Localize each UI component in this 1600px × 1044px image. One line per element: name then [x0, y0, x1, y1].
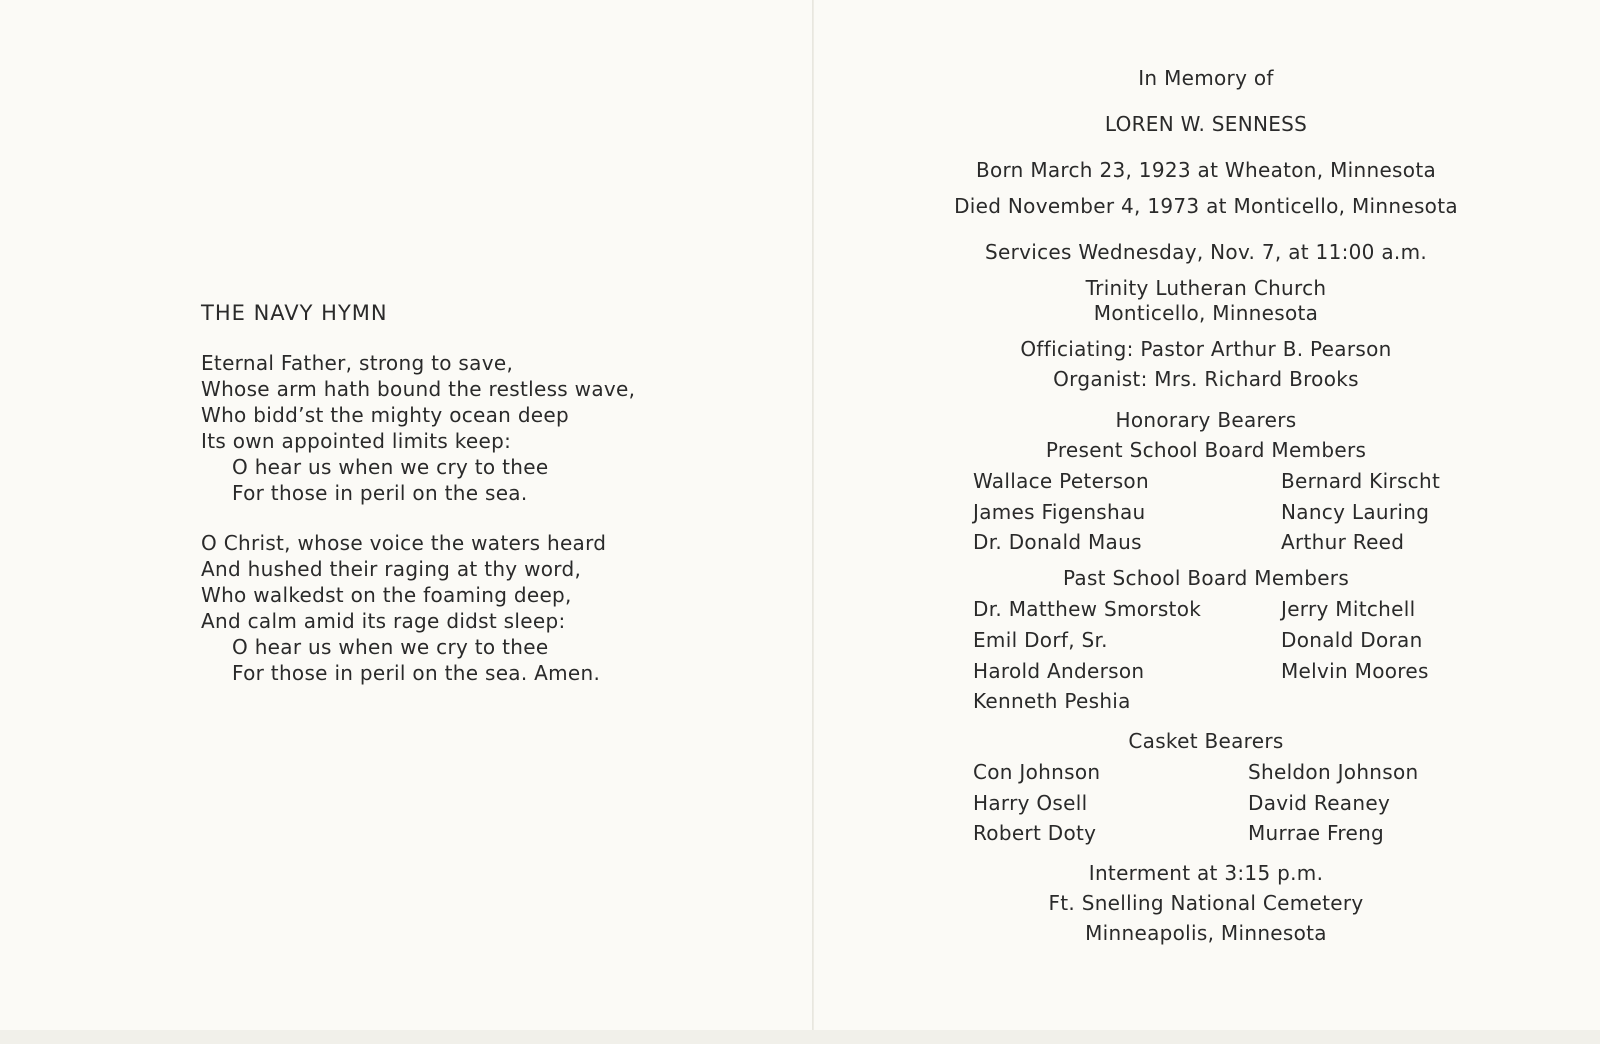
bearer-name: Harold Anderson	[973, 659, 1145, 683]
hymn-refrain-line: For those in peril on the sea. Amen.	[232, 661, 601, 685]
casket-bearer-name: Harry Osell	[973, 791, 1088, 815]
honorary-bearers-heading: Honorary Bearers	[1115, 408, 1297, 432]
bearer-name: Wallace Peterson	[973, 469, 1149, 493]
casket-bearer-name: Murrae Freng	[1248, 821, 1385, 845]
casket-bearer-name: David Reaney	[1248, 791, 1391, 815]
casket-bearer-name: Robert Doty	[973, 821, 1097, 845]
church-name: Trinity Lutheran Church	[1085, 276, 1327, 300]
services-line: Services Wednesday, Nov. 7, at 11:00 a.m.	[984, 240, 1428, 264]
casket-bearer-name: Sheldon Johnson	[1248, 760, 1419, 784]
officiating-line: Officiating: Pastor Arthur B. Pearson	[1020, 337, 1392, 361]
casket-bearers-heading: Casket Bearers	[1128, 729, 1284, 753]
past-board-heading: Past School Board Members	[1062, 566, 1350, 590]
bearer-name: Melvin Moores	[1281, 659, 1429, 683]
cemetery-name: Ft. Snelling National Cemetery	[1048, 891, 1364, 915]
bearer-name: Jerry Mitchell	[1281, 597, 1416, 621]
center-fold	[812, 0, 814, 1044]
bearer-name: Dr. Matthew Smorstok	[973, 597, 1202, 621]
hymn-refrain-line: O hear us when we cry to thee	[232, 455, 549, 479]
present-board-heading: Present School Board Members	[1045, 438, 1367, 462]
birth-line: Born March 23, 1923 at Wheaton, Minnesota	[975, 158, 1437, 182]
hymn-refrain-line: For those in peril on the sea.	[232, 481, 528, 505]
deceased-name: LOREN W. SENNESS	[1104, 112, 1308, 136]
bearer-name: James Figenshau	[973, 500, 1146, 524]
bearer-name: Kenneth Peshia	[973, 689, 1131, 713]
hymn-stanza-1	[201, 350, 761, 506]
cemetery-city: Minneapolis, Minnesota	[1085, 921, 1327, 945]
hymn-line: And calm amid its rage didst sleep:	[201, 609, 566, 633]
hymn-stanza-2	[201, 530, 761, 686]
bearer-name: Arthur Reed	[1281, 530, 1405, 554]
death-line: Died November 4, 1973 at Monticello, Minnesota	[954, 194, 1458, 218]
bearer-name: Dr. Donald Maus	[973, 530, 1142, 554]
bearer-name: Nancy Lauring	[1281, 500, 1430, 524]
hymn-line: Whose arm hath bound the restless wave,	[201, 377, 636, 401]
bearer-name: Emil Dorf, Sr.	[973, 628, 1108, 652]
hymn-line: Who walkedst on the foaming deep,	[201, 583, 572, 607]
hymn-line: O Christ, whose voice the waters heard	[201, 531, 607, 555]
hymn-line: Who bidd’st the mighty ocean deep	[201, 403, 570, 427]
interment-time: Interment at 3:15 p.m.	[1088, 861, 1324, 885]
church-city: Monticello, Minnesota	[1093, 301, 1319, 325]
navy-hymn	[201, 300, 761, 710]
bearer-name: Donald Doran	[1281, 628, 1423, 652]
bearer-name: Bernard Kirscht	[1281, 469, 1441, 493]
hymn-line: And hushed their raging at thy word,	[201, 557, 582, 581]
in-memory-of: In Memory of	[1138, 66, 1274, 90]
hymn-line: Its own appointed limits keep:	[201, 429, 512, 453]
hymn-refrain-line: O hear us when we cry to thee	[232, 635, 549, 659]
paper-bottom-edge	[0, 1030, 1600, 1044]
hymn-title: THE NAVY HYMN	[201, 301, 388, 325]
casket-bearer-name: Con Johnson	[973, 760, 1101, 784]
organist-line: Organist: Mrs. Richard Brooks	[1053, 367, 1359, 391]
hymn-line: Eternal Father, strong to save,	[201, 351, 514, 375]
